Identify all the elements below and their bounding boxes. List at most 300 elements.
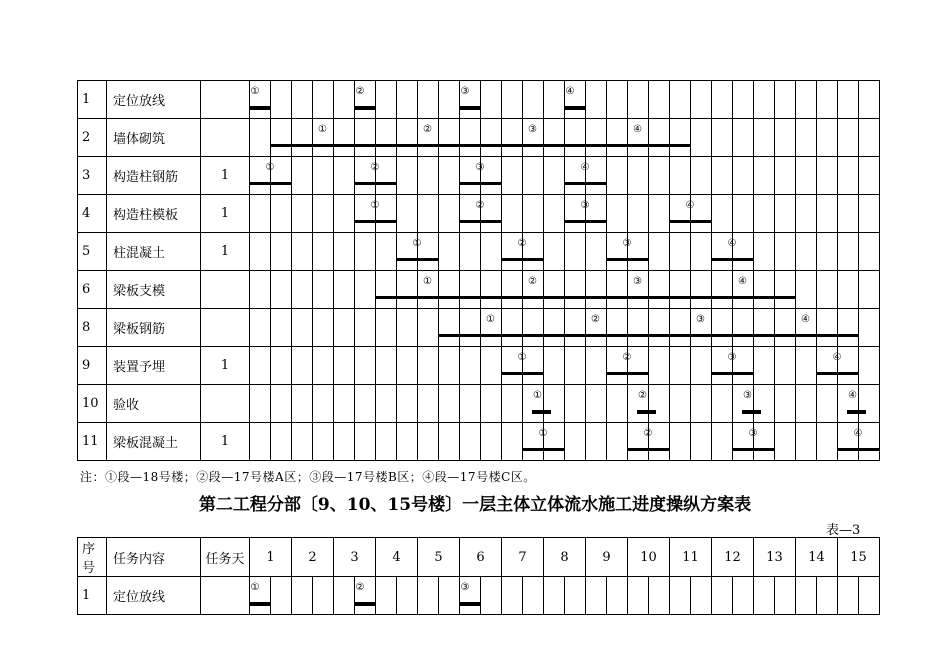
day-cell <box>376 309 397 347</box>
day-header: 13 <box>754 538 796 577</box>
day-header: 12 <box>712 538 754 577</box>
day-cell <box>628 347 649 385</box>
day-cell <box>334 233 355 271</box>
day-cell <box>859 233 880 271</box>
day-cell <box>544 423 565 461</box>
day-cell <box>691 423 712 461</box>
task-days <box>201 271 250 309</box>
day-cell <box>712 271 733 309</box>
day-cell <box>628 233 649 271</box>
day-cell <box>397 347 418 385</box>
day-cell <box>544 233 565 271</box>
day-cell <box>460 157 481 195</box>
day-cell <box>838 157 859 195</box>
task-name: 构造柱模板 <box>107 195 201 233</box>
segment-marker: ④ <box>738 276 747 288</box>
day-cell <box>775 157 796 195</box>
day-cell <box>460 347 481 385</box>
day-cell <box>691 119 712 157</box>
legend-note: 注：①段—18号楼；②段—17号楼A区；③段—17号楼B区；④段—17号楼C区。 <box>80 470 536 484</box>
day-cell <box>775 423 796 461</box>
day-cell <box>544 157 565 195</box>
segment-marker: ② <box>355 86 365 98</box>
task-days: 1 <box>201 233 250 271</box>
day-cell <box>481 81 502 119</box>
day-cell <box>481 423 502 461</box>
day-cell <box>775 195 796 233</box>
day-cell <box>439 119 460 157</box>
day-cell <box>523 119 544 157</box>
day-cell <box>628 157 649 195</box>
day-cell <box>460 81 481 119</box>
day-cell <box>418 577 439 615</box>
day-cell <box>733 119 754 157</box>
day-cell <box>544 119 565 157</box>
day-cell <box>418 157 439 195</box>
row-number: 1 <box>78 577 107 615</box>
segment-marker: ② <box>591 314 600 326</box>
row-number: 10 <box>78 385 107 423</box>
task-days: 1 <box>201 347 250 385</box>
day-cell <box>313 233 334 271</box>
day-cell <box>586 347 607 385</box>
day-cell <box>439 157 460 195</box>
day-cell <box>754 233 775 271</box>
task-days <box>201 119 250 157</box>
day-cell <box>334 423 355 461</box>
table-row <box>78 271 880 309</box>
day-cell <box>397 271 418 309</box>
day-cell <box>607 81 628 119</box>
day-cell <box>649 577 670 615</box>
segment-marker: ① <box>532 390 542 402</box>
segment-marker: ① <box>318 124 327 136</box>
table-header <box>78 538 880 577</box>
day-cell <box>838 385 859 423</box>
day-cell <box>628 577 649 615</box>
day-cell <box>796 157 817 195</box>
day-cell <box>292 81 313 119</box>
segment-marker: ③ <box>633 276 642 288</box>
row-number: 11 <box>78 423 107 461</box>
day-cell <box>733 195 754 233</box>
day-cell <box>376 157 397 195</box>
header-no: 序号 <box>78 538 107 577</box>
day-cell <box>397 309 418 347</box>
segment-marker: ④ <box>847 390 857 402</box>
table-row <box>78 577 880 615</box>
day-cell <box>502 233 523 271</box>
day-cell <box>397 577 418 615</box>
day-cell <box>271 385 292 423</box>
day-cell <box>250 309 271 347</box>
day-cell <box>271 81 292 119</box>
task-days <box>201 577 250 615</box>
day-cell <box>817 195 838 233</box>
day-cell <box>754 347 775 385</box>
day-header: 9 <box>586 538 628 577</box>
day-cell <box>733 385 754 423</box>
day-cell <box>502 385 523 423</box>
day-cell <box>691 157 712 195</box>
day-cell <box>439 81 460 119</box>
day-header: 10 <box>628 538 670 577</box>
day-cell <box>733 309 754 347</box>
segment-marker: ② <box>475 200 485 212</box>
day-cell <box>859 157 880 195</box>
day-cell <box>481 195 502 233</box>
schedule-table-top <box>77 80 880 461</box>
day-cell <box>439 309 460 347</box>
day-cell <box>481 157 502 195</box>
day-cell <box>817 233 838 271</box>
day-cell <box>460 309 481 347</box>
segment-marker: ② <box>370 162 380 174</box>
day-cell <box>796 233 817 271</box>
day-cell <box>586 271 607 309</box>
day-cell <box>481 309 502 347</box>
day-cell <box>670 577 691 615</box>
day-cell <box>565 157 586 195</box>
day-cell <box>271 157 292 195</box>
day-cell <box>481 385 502 423</box>
table-row <box>78 233 880 271</box>
day-cell <box>607 309 628 347</box>
day-cell <box>733 81 754 119</box>
day-header: 7 <box>502 538 544 577</box>
day-cell <box>502 157 523 195</box>
day-cell <box>481 347 502 385</box>
segment-marker: ③ <box>460 86 470 98</box>
day-cell <box>859 347 880 385</box>
day-cell <box>523 233 544 271</box>
row-number: 3 <box>78 157 107 195</box>
day-cell <box>859 577 880 615</box>
day-cell <box>334 577 355 615</box>
day-cell <box>754 195 775 233</box>
day-cell <box>334 157 355 195</box>
day-cell <box>418 233 439 271</box>
day-cell <box>754 81 775 119</box>
day-cell <box>649 81 670 119</box>
day-cell <box>355 119 376 157</box>
day-cell <box>628 81 649 119</box>
day-cell <box>418 271 439 309</box>
day-cell <box>817 157 838 195</box>
day-cell <box>397 119 418 157</box>
day-cell <box>586 233 607 271</box>
day-cell <box>733 271 754 309</box>
day-cell <box>292 309 313 347</box>
day-cell <box>502 309 523 347</box>
day-cell <box>502 119 523 157</box>
day-cell <box>670 385 691 423</box>
day-cell <box>481 233 502 271</box>
header-days: 任务天 <box>201 538 250 577</box>
day-cell <box>481 119 502 157</box>
day-cell <box>355 157 376 195</box>
day-cell <box>565 347 586 385</box>
day-cell <box>481 577 502 615</box>
day-cell <box>859 119 880 157</box>
day-cell <box>628 195 649 233</box>
segment-marker: ② <box>528 276 537 288</box>
day-cell <box>775 81 796 119</box>
day-cell <box>292 271 313 309</box>
day-cell <box>502 423 523 461</box>
row-number: 5 <box>78 233 107 271</box>
day-cell <box>628 271 649 309</box>
day-cell <box>796 577 817 615</box>
day-cell <box>376 233 397 271</box>
day-cell <box>628 309 649 347</box>
task-days <box>201 309 250 347</box>
day-cell <box>418 385 439 423</box>
day-cell <box>670 157 691 195</box>
day-cell <box>838 195 859 233</box>
day-cell <box>670 195 691 233</box>
day-header: 2 <box>292 538 334 577</box>
day-cell <box>376 385 397 423</box>
day-cell <box>775 309 796 347</box>
table-row <box>78 385 880 423</box>
day-cell <box>754 157 775 195</box>
day-cell <box>817 385 838 423</box>
day-cell <box>733 423 754 461</box>
day-cell <box>670 119 691 157</box>
day-cell <box>817 347 838 385</box>
day-cell <box>460 195 481 233</box>
day-cell <box>649 233 670 271</box>
table-row <box>78 81 880 119</box>
day-cell <box>250 423 271 461</box>
day-cell <box>502 347 523 385</box>
day-cell <box>607 233 628 271</box>
day-cell <box>691 233 712 271</box>
day-cell <box>838 347 859 385</box>
day-cell <box>292 233 313 271</box>
day-cell <box>607 423 628 461</box>
day-cell <box>523 577 544 615</box>
day-cell <box>565 233 586 271</box>
day-cell <box>712 195 733 233</box>
day-cell <box>628 423 649 461</box>
day-cell <box>418 423 439 461</box>
day-cell <box>607 385 628 423</box>
row-number: 2 <box>78 119 107 157</box>
day-cell <box>796 347 817 385</box>
day-cell <box>376 423 397 461</box>
day-cell <box>565 577 586 615</box>
day-cell <box>334 195 355 233</box>
day-cell <box>691 81 712 119</box>
day-cell <box>691 271 712 309</box>
day-cell <box>355 195 376 233</box>
day-cell <box>397 157 418 195</box>
day-cell <box>544 81 565 119</box>
day-cell <box>271 119 292 157</box>
segment-marker: ① <box>486 314 495 326</box>
task-name: 墙体砌筑 <box>107 119 201 157</box>
day-cell <box>250 157 271 195</box>
day-cell <box>649 423 670 461</box>
day-cell <box>523 423 544 461</box>
day-cell <box>250 81 271 119</box>
segment-marker: ④ <box>565 86 575 98</box>
day-cell <box>796 385 817 423</box>
day-cell <box>523 385 544 423</box>
day-cell <box>859 195 880 233</box>
day-cell <box>397 423 418 461</box>
day-cell <box>586 119 607 157</box>
day-cell <box>271 233 292 271</box>
day-cell <box>334 81 355 119</box>
task-name: 装置予埋 <box>107 347 201 385</box>
day-cell <box>838 577 859 615</box>
day-cell <box>754 271 775 309</box>
segment-marker: ① <box>517 352 527 364</box>
day-cell <box>250 347 271 385</box>
day-cell <box>775 577 796 615</box>
day-cell <box>397 81 418 119</box>
row-number: 9 <box>78 347 107 385</box>
day-cell <box>271 195 292 233</box>
day-cell <box>859 309 880 347</box>
day-cell <box>817 119 838 157</box>
day-cell <box>502 577 523 615</box>
day-cell <box>523 81 544 119</box>
day-cell <box>250 577 271 615</box>
page-title: 第二工程分部〔9、10、15号楼〕一层主体立体流水施工进度操纵方案表 <box>198 495 752 515</box>
day-cell <box>250 233 271 271</box>
day-cell <box>649 195 670 233</box>
day-cell <box>691 385 712 423</box>
day-cell <box>586 81 607 119</box>
segment-marker: ④ <box>727 238 737 250</box>
day-cell <box>607 119 628 157</box>
schedule-table-bottom <box>77 537 880 615</box>
day-cell <box>418 195 439 233</box>
day-cell <box>313 577 334 615</box>
segment-marker: ④ <box>580 162 590 174</box>
day-cell <box>250 119 271 157</box>
day-cell <box>313 81 334 119</box>
day-cell <box>460 271 481 309</box>
day-cell <box>523 271 544 309</box>
day-cell <box>838 81 859 119</box>
day-cell <box>796 119 817 157</box>
row-number: 8 <box>78 309 107 347</box>
day-cell <box>607 195 628 233</box>
day-cell <box>586 423 607 461</box>
day-cell <box>292 119 313 157</box>
day-cell <box>712 577 733 615</box>
task-name: 定位放线 <box>107 81 201 119</box>
day-cell <box>418 81 439 119</box>
segment-marker: ② <box>423 124 432 136</box>
day-cell <box>838 119 859 157</box>
day-cell <box>859 385 880 423</box>
day-cell <box>607 577 628 615</box>
day-cell <box>334 271 355 309</box>
day-cell <box>292 423 313 461</box>
day-cell <box>397 233 418 271</box>
segment-marker: ③ <box>580 200 590 212</box>
row-number: 1 <box>78 81 107 119</box>
table-row <box>78 119 880 157</box>
day-cell <box>502 81 523 119</box>
day-cell <box>565 385 586 423</box>
day-cell <box>334 347 355 385</box>
day-header: 8 <box>544 538 586 577</box>
day-cell <box>439 233 460 271</box>
day-cell <box>313 309 334 347</box>
day-cell <box>397 385 418 423</box>
day-cell <box>271 577 292 615</box>
day-cell <box>712 385 733 423</box>
day-cell <box>691 309 712 347</box>
day-cell <box>733 577 754 615</box>
day-cell <box>355 347 376 385</box>
day-cell <box>712 309 733 347</box>
segment-marker: ① <box>250 582 260 594</box>
task-name: 定位放线 <box>107 577 201 615</box>
segment-marker: ② <box>643 428 653 440</box>
segment-marker: ① <box>423 276 432 288</box>
segment-marker: ① <box>370 200 380 212</box>
task-name: 验收 <box>107 385 201 423</box>
day-cell <box>775 271 796 309</box>
day-header: 15 <box>838 538 880 577</box>
day-cell <box>670 347 691 385</box>
day-cell <box>691 577 712 615</box>
day-cell <box>859 423 880 461</box>
table-number: 表—3 <box>826 523 861 538</box>
day-cell <box>649 271 670 309</box>
day-cell <box>775 119 796 157</box>
day-cell <box>355 577 376 615</box>
day-cell <box>313 119 334 157</box>
table-row <box>78 195 880 233</box>
day-cell <box>733 157 754 195</box>
day-cell <box>796 423 817 461</box>
day-cell <box>838 271 859 309</box>
day-header: 3 <box>334 538 376 577</box>
day-cell <box>754 309 775 347</box>
table-row <box>78 423 880 461</box>
day-cell <box>607 347 628 385</box>
day-cell <box>313 195 334 233</box>
day-cell <box>817 309 838 347</box>
day-cell <box>271 347 292 385</box>
day-cell <box>376 81 397 119</box>
day-header: 11 <box>670 538 712 577</box>
task-days <box>201 385 250 423</box>
day-cell <box>544 195 565 233</box>
day-cell <box>649 157 670 195</box>
day-cell <box>292 385 313 423</box>
day-cell <box>859 81 880 119</box>
segment-marker: ① <box>538 428 548 440</box>
day-cell <box>355 81 376 119</box>
day-cell <box>397 195 418 233</box>
day-cell <box>523 309 544 347</box>
day-cell <box>817 423 838 461</box>
day-cell <box>334 119 355 157</box>
day-cell <box>355 271 376 309</box>
task-days: 1 <box>201 423 250 461</box>
day-cell <box>733 233 754 271</box>
